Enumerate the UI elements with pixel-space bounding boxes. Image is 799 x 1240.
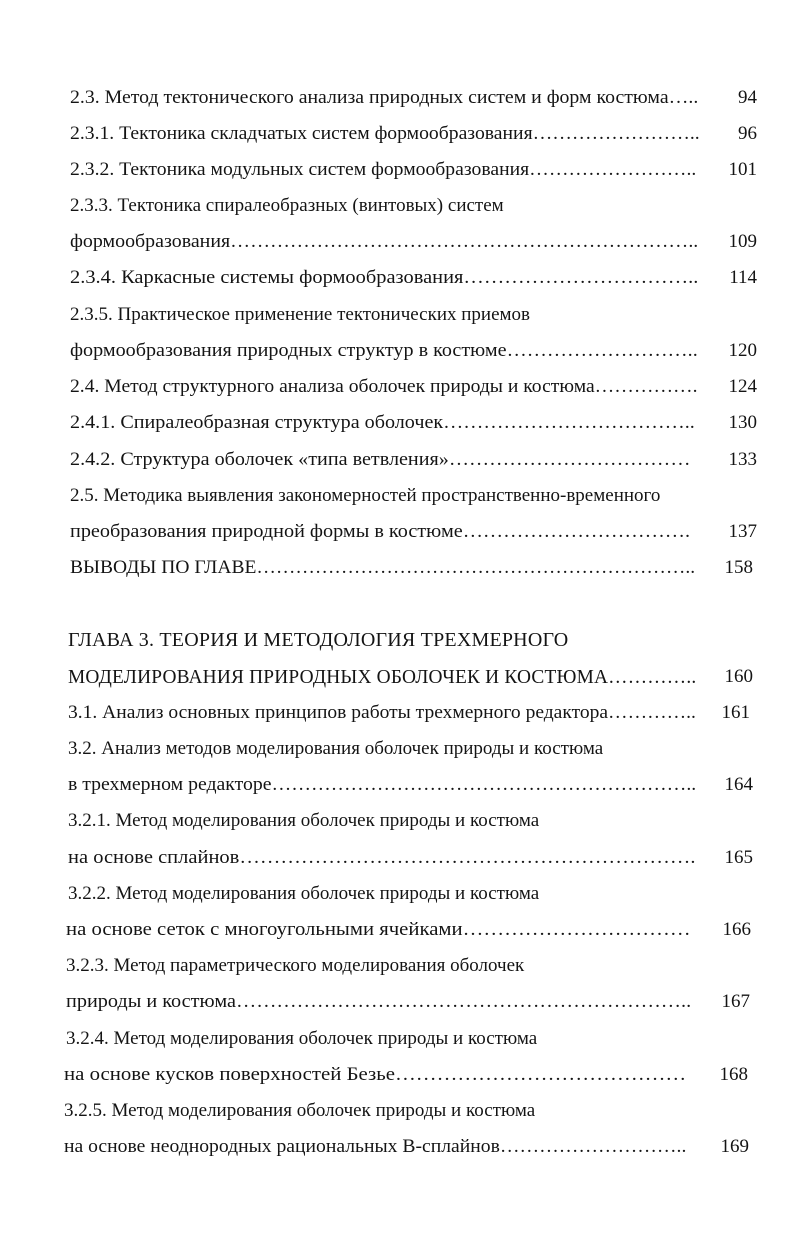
toc-page-2-4-1: 130 <box>728 412 757 433</box>
toc-entry-3-2-1-cont: на основе сплайнов…………………………………………………………. <box>68 847 696 868</box>
chapter-3-title-cont: МОДЕЛИРОВАНИЯ ПРИРОДНЫХ ОБОЛОЧЕК И КОСТЮМА………….. <box>68 666 697 688</box>
toc-page-2-3-3: 109 <box>728 231 757 252</box>
toc-page-2-4: 124 <box>728 376 757 397</box>
toc-entry-3-2-1: 3.2.1. Метод моделирования оболочек природы и костюма <box>68 810 540 831</box>
toc-entry-2-3: 2.3. Метод тектонического анализа природных систем и форм костюма….. <box>70 87 699 108</box>
toc-entry-2-3-5-cont: формообразования природных структур в костюме……………………….. <box>70 340 698 361</box>
toc-entry-3-2: 3.2. Анализ методов моделирования оболочек природы и костюма <box>68 738 604 759</box>
toc-entry-2-3-1: 2.3.1. Тектоника складчатых систем формообразования…………………….. <box>70 123 700 144</box>
toc-page-3-2-5: 169 <box>720 1136 749 1157</box>
toc-entry-2-3-4: 2.3.4. Каркасные системы формообразования…………………………….. <box>70 267 699 288</box>
toc-entry-3-2-4: 3.2.4. Метод моделирования оболочек природы и костюма <box>66 1028 538 1049</box>
toc-page-2-3-1: 96 <box>738 123 757 144</box>
toc-page-conclusions: 158 <box>724 557 753 578</box>
toc-entry-3-2-2-cont: на основе сеток с многоугольными ячейками…………………………… <box>66 919 691 940</box>
toc-entry-2-3-2: 2.3.2. Тектоника модульных систем формообразования…………………….. <box>70 159 697 180</box>
toc-page-2-3: 94 <box>738 87 757 108</box>
toc-page-3-2-2: 166 <box>722 919 751 940</box>
toc-entry-2-4-1: 2.4.1. Спиралеобразная структура оболочек……………………………….. <box>70 412 695 433</box>
toc-entry-2-5: 2.5. Методика выявления закономерностей пространственно-временного <box>70 485 661 506</box>
toc-page-3-1: 161 <box>721 702 750 723</box>
toc-entry-2-3-3: 2.3.3. Тектоника спиралеобразных (винтовых) систем <box>70 195 504 216</box>
toc-entry-3-2-5: 3.2.5. Метод моделирования оболочек природы и костюма <box>64 1100 536 1121</box>
toc-page-2-5: 137 <box>728 521 757 542</box>
toc-page-3-2-4: 168 <box>719 1064 748 1085</box>
toc-page-2-3-4: 114 <box>729 267 757 288</box>
toc-entry-2-4-2: 2.4.2. Структура оболочек «типа ветвления»……………………………… <box>70 449 691 470</box>
toc-page-2-3-5: 120 <box>728 340 757 361</box>
toc-entry-3-1: 3.1. Анализ основных принципов работы трехмерного редактора………….. <box>68 702 696 723</box>
toc-page-2-4-2: 133 <box>728 449 757 470</box>
toc-page-chapter-3: 160 <box>724 666 753 687</box>
toc-page-3-2-3: 167 <box>721 991 750 1012</box>
toc-entry-3-2-5-cont: на основе неоднородных рациональных В-сплайнов……………………….. <box>64 1136 687 1157</box>
toc-entry-conclusions: ВЫВОДЫ ПО ГЛАВЕ………………………………………………………….. <box>70 557 696 578</box>
toc-entry-2-3-5: 2.3.5. Практическое применение тектонических приемов <box>70 304 531 325</box>
toc-entry-3-2-3: 3.2.3. Метод параметрического моделирования оболочек <box>66 955 525 976</box>
toc-entry-3-2-2: 3.2.2. Метод моделирования оболочек природы и костюма <box>68 883 540 904</box>
toc-entry-3-2-4-cont: на основе кусков поверхностей Безье…………………………………… <box>64 1064 687 1085</box>
toc-entry-3-2-3-cont: природы и костюма………………………………………………………….. <box>66 991 692 1012</box>
toc-entry-2-3-3-cont: формообразования…………………………………………………………….. <box>70 231 699 252</box>
toc-entry-2-4: 2.4. Метод структурного анализа оболочек природы и костюма……………. <box>70 376 698 397</box>
toc-page-3-2-1: 165 <box>724 847 753 868</box>
chapter-3-title: ГЛАВА 3. ТЕОРИЯ И МЕТОДОЛОГИЯ ТРЕХМЕРНОГО <box>68 629 569 651</box>
toc-entry-3-2-cont: в трехмерном редакторе……………………………………………………….. <box>68 774 697 795</box>
toc-entry-2-5-cont: преобразования природной формы в костюме……………………………. <box>70 521 691 542</box>
toc-page-2-3-2: 101 <box>728 159 757 180</box>
toc-page-3-2: 164 <box>724 774 753 795</box>
